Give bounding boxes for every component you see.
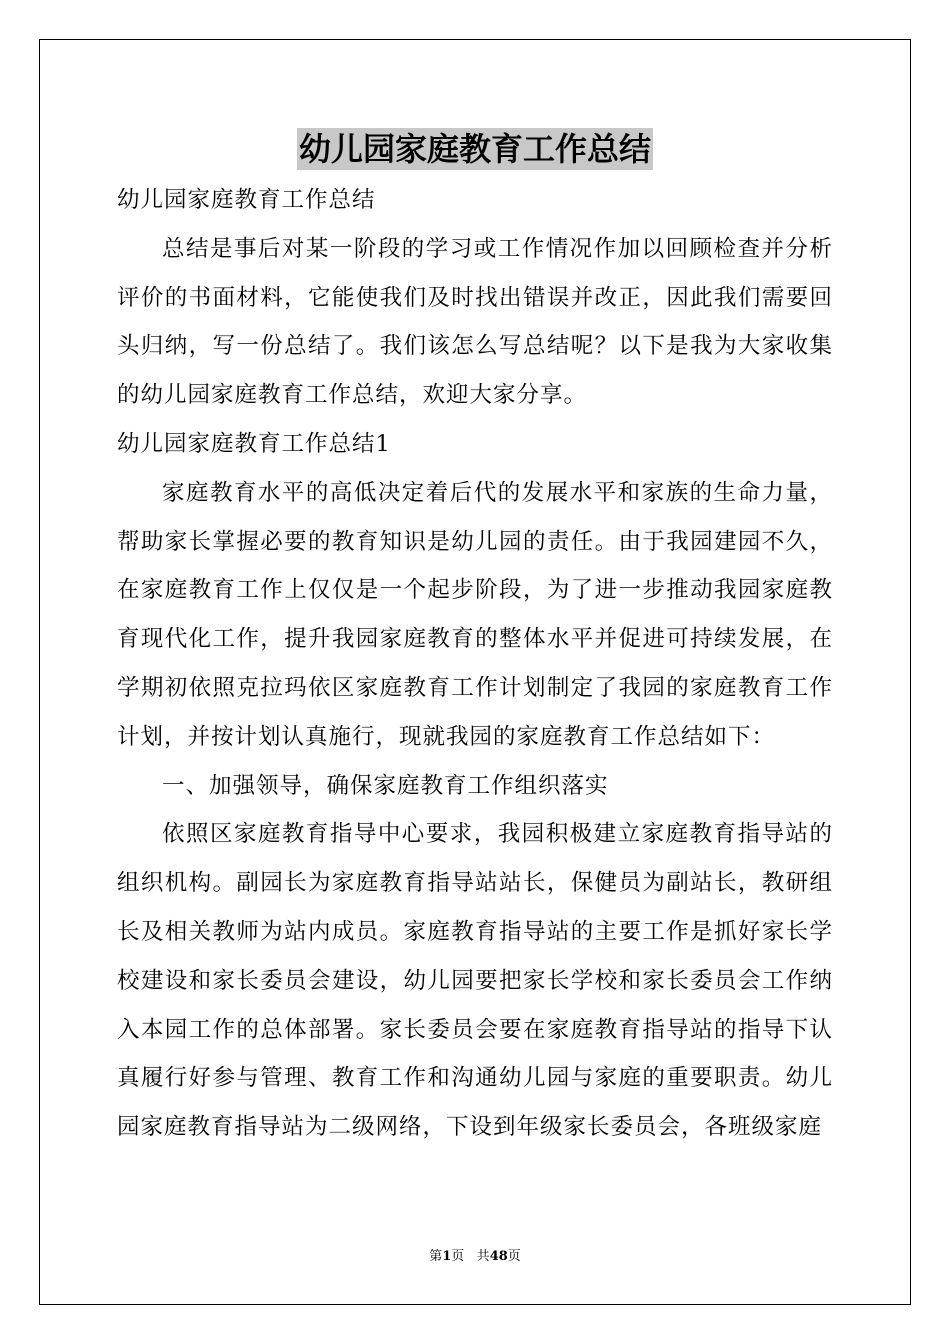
point-heading: 一、加强领导，确保家庭教育工作组织落实: [162, 772, 609, 799]
total-suffix: 页: [507, 1249, 521, 1264]
document-body: [117, 176, 833, 1152]
section-heading: 幼儿园家庭教育工作总结1: [117, 430, 391, 457]
page-prefix: 第: [429, 1249, 443, 1264]
intro-paragraph: 总结是事后对某一阶段的学习或工作情况作加以回顾检查并分析评价的书面材料，它能使我们及时找出错误并改正，因此我们需要回头归纳，写一份总结了。我们该怎么写总结呢？以下是我为大家收集的幼儿园家庭教育工作总结，欢迎大家分享。: [117, 235, 833, 409]
total-prefix: 共: [476, 1249, 490, 1264]
title-container: [0, 128, 950, 170]
total-pages: 48: [489, 1249, 508, 1264]
page-footer: [0, 1248, 950, 1266]
body-paragraph: 依照区家庭教育指导中心要求，我园积极建立家庭教育指导站的组织机构。副园长为家庭教育指导站站长，保健员为副站长，教研组长及相关教师为站内成员。家庭教育指导站的主要工作是抓好家长学校建设和家长委员会建设，幼儿园要把家长学校和家长委员会工作纳入本园工作的总体部署。家长委员会要在家庭教育指导站的指导下认真履行好参与管理、教育工作和沟通幼儿园与家庭的重要职责。幼儿园家庭教育指导站为二级网络，下设到年级家长委员会，各班级家庭: [117, 821, 833, 1141]
body-paragraph: 家庭教育水平的高低决定着后代的发展水平和家族的生命力量，帮助家长掌握必要的教育知识是幼儿园的责任。由于我园建园不久，在家庭教育工作上仅仅是一个起步阶段，为了进一步推动我园家庭教育现代化工作，提升我园家庭教育的整体水平并促进可持续发展，在学期初依照克拉玛依区家庭教育工作计划制定了我园的家庭教育工作计划，并按计划认真施行，现就我园的家庭教育工作总结如下：: [117, 479, 833, 750]
document-subtitle: 幼儿园家庭教育工作总结: [117, 187, 376, 213]
page-suffix: 页: [451, 1249, 465, 1264]
page-number: 1: [442, 1249, 452, 1264]
document-title: 幼儿园家庭教育工作总结: [298, 130, 651, 168]
